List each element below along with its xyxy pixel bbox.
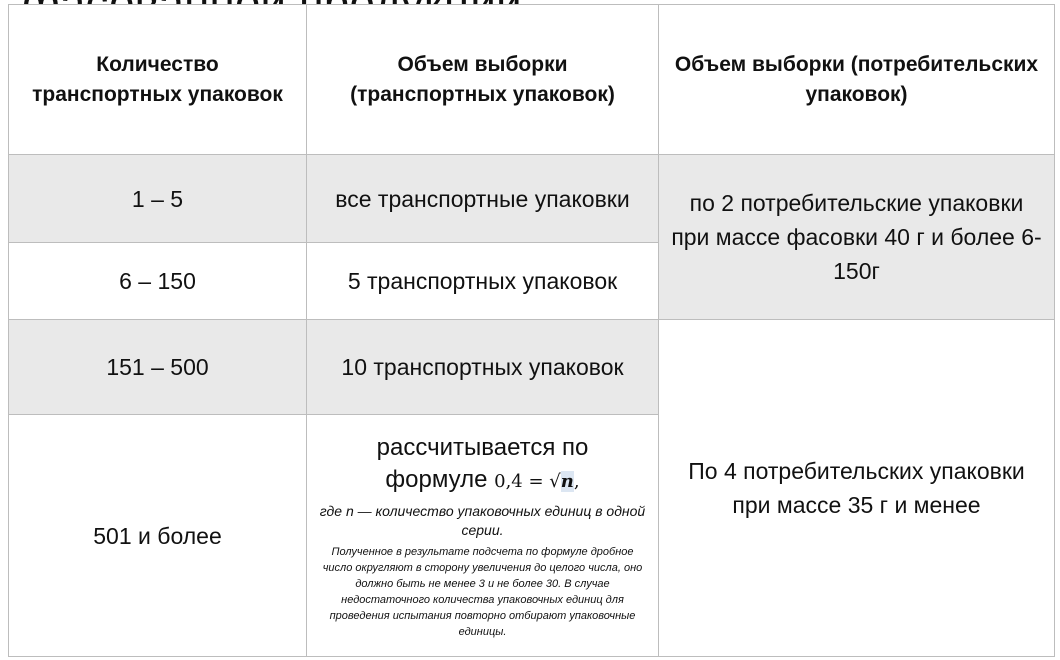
transport-sample-cell: все транспортные упаковки <box>307 155 659 243</box>
transport-sample-cell: 10 транспортных упаковок <box>307 320 659 415</box>
header-quantity: Количество транспортных упаковок <box>9 5 307 155</box>
sampling-table <box>8 4 1055 657</box>
quantity-cell: 151 – 500 <box>9 320 307 415</box>
quantity-cell: 501 и более <box>9 415 307 657</box>
formula-footnote: Полученное в результате подсчета по формуле дробное число округляют в сторону увеличения до целого числа, оно должно быть не менее 3 и не более 30. В случае недостаточного количества упаковочных единиц для проведения испытания повторно отбирают упаковочные единицы. <box>322 545 643 638</box>
formula-expression <box>494 471 579 492</box>
header-transport-sample: Объем выборки (транспортных упаковок) <box>307 5 659 155</box>
formula-variable: n <box>560 470 574 492</box>
sqrt-symbol-icon: √ <box>549 470 561 492</box>
header-row <box>9 5 1055 155</box>
header-consumer-sample: Объем выборки (потребительских упаковок) <box>659 5 1055 155</box>
consumer-sample-cell: По 4 потребительских упаковки при массе 35 г и менее <box>659 320 1055 657</box>
formula-cell <box>307 415 659 657</box>
quantity-cell: 1 – 5 <box>9 155 307 243</box>
quantity-cell: 6 – 150 <box>9 243 307 320</box>
formula-word: формуле <box>385 465 488 493</box>
formula-text-line1: рассчитывается по <box>376 433 589 461</box>
formula-tail: , <box>573 470 580 492</box>
formula-lhs: 0,4 = <box>494 470 550 492</box>
formula-text-line2 <box>317 464 648 498</box>
consumer-sample-cell: по 2 потребительские упаковки при массе фасовки 40 г и более 6-150г <box>659 155 1055 320</box>
table-row <box>9 155 1055 243</box>
transport-sample-cell: 5 транспортных упаковок <box>307 243 659 320</box>
table-row <box>9 320 1055 415</box>
formula-note: где n — количество упаковочных единиц в одной серии. <box>319 502 646 538</box>
